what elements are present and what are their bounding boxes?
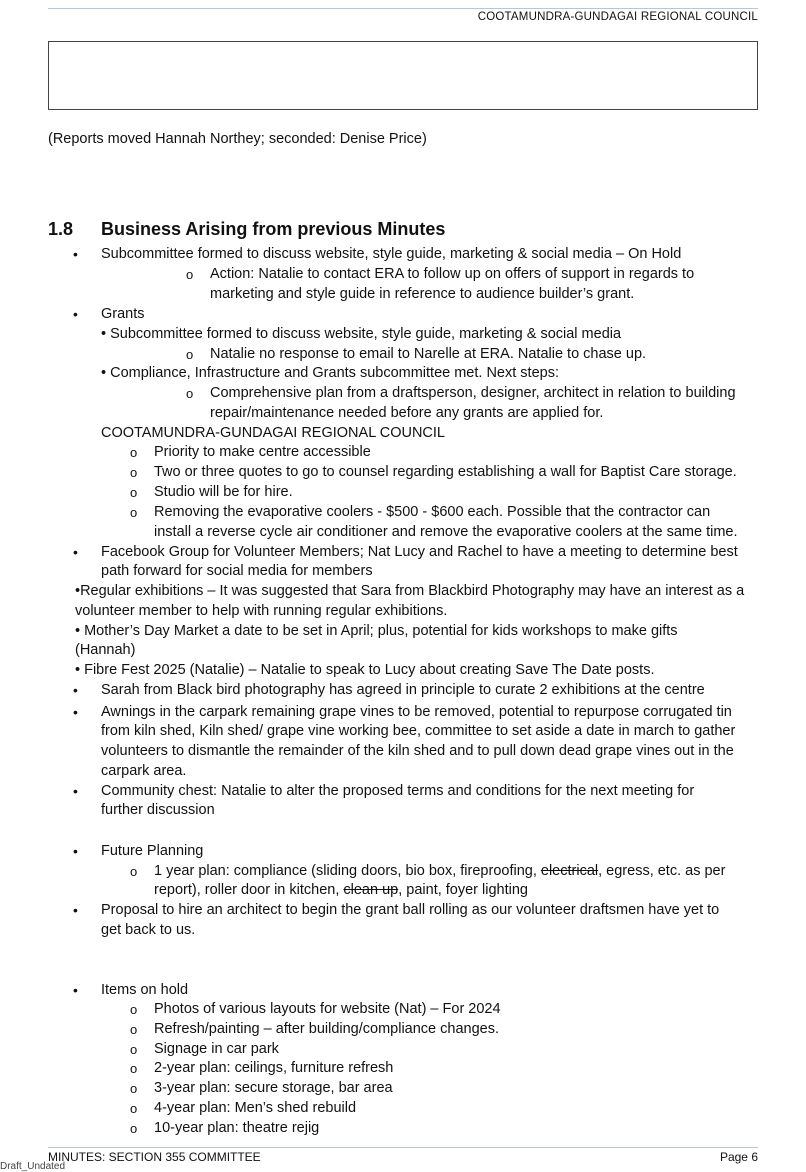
- list-item: Community chest: Natalie to alter the proposed terms and conditions for the next meeting for: [101, 783, 695, 799]
- sub-bullet-icon: o: [130, 485, 138, 500]
- list-item: Natalie no response to email to Narelle at ERA. Natalie to chase up.: [210, 346, 647, 362]
- list-item-continuation: install a reverse cycle air conditioner and remove the evaporative coolers at the same time.: [154, 524, 738, 540]
- sub-bullet-icon: o: [130, 1061, 138, 1076]
- list-item: Two or three quotes to go to counsel regarding establishing a wall for Baptist Care storage.: [154, 464, 737, 480]
- list-item: Studio will be for hire.: [154, 484, 293, 500]
- text-segment: , paint, foyer lighting: [398, 882, 528, 898]
- reports-note: (Reports moved Hannah Northey; seconded: Denise Price): [48, 131, 427, 147]
- list-item: Future Planning: [101, 843, 204, 859]
- text-segment: report), roller door in kitchen,: [154, 882, 344, 898]
- list-item-continuation: carpark area.: [101, 763, 187, 779]
- list-item: Action: Natalie to contact ERA to follow up on offers of support in regards to: [210, 266, 695, 282]
- bullet-icon: •: [73, 843, 78, 859]
- bullet-icon: •: [73, 544, 78, 560]
- list-item: Items on hold: [101, 982, 189, 998]
- section-title: Business Arising from previous Minutes: [101, 219, 446, 239]
- sub-bullet-icon: o: [130, 505, 138, 520]
- header-rule: [48, 8, 758, 9]
- struck-text: clean up: [343, 882, 399, 898]
- list-item: Proposal to hire an architect to begin the grant ball rolling as our volunteer draftsmen have yet to: [101, 902, 720, 918]
- list-item-continuation: (Hannah): [75, 642, 136, 658]
- sub-bullet-icon: o: [130, 445, 138, 460]
- sub-bullet-icon: o: [186, 347, 194, 362]
- sub-bullet-icon: o: [130, 1081, 138, 1096]
- sub-bullet-icon: o: [130, 1042, 138, 1057]
- section-number: 1.8: [48, 219, 74, 239]
- bullet-icon: •: [73, 783, 78, 799]
- sub-bullet-icon: o: [130, 864, 138, 879]
- empty-table-box: [48, 41, 758, 110]
- bullet-icon: •: [73, 704, 78, 720]
- bullet-icon: •: [73, 982, 78, 998]
- bullet-icon: •: [73, 902, 78, 918]
- bullet-icon: •: [73, 306, 78, 322]
- list-item-continuation: from kiln shed, Kiln shed/ grape vine working bee, committee to set aside a date in march to gather: [101, 723, 736, 739]
- list-item: Grants: [101, 306, 145, 322]
- list-item: •Regular exhibitions – It was suggested that Sara from Blackbird Photography may have an interest as a: [75, 583, 745, 599]
- list-item-continuation: further discussion: [101, 802, 215, 818]
- draft-mark: Draft_Undated: [0, 1161, 66, 1172]
- text-segment: 1 year plan: compliance (sliding doors, bio box, fireproofing,: [154, 863, 541, 879]
- header-org-name: COOTAMUNDRA-GUNDAGAI REGIONAL COUNCIL: [477, 11, 758, 23]
- list-item-continuation: get back to us.: [101, 922, 196, 938]
- sub-bullet-icon: o: [130, 1022, 138, 1037]
- sub-bullet-icon: o: [186, 267, 194, 282]
- list-item: 3-year plan: secure storage, bar area: [154, 1080, 393, 1096]
- list-item: Sarah from Black bird photography has agreed in principle to curate 2 exhibitions at the centre: [101, 682, 705, 698]
- list-item: 2-year plan: ceilings, furniture refresh: [154, 1060, 394, 1076]
- list-item: Facebook Group for Volunteer Members; Nat Lucy and Rachel to have a meeting to determine best: [101, 544, 738, 560]
- list-item: Refresh/painting – after building/compliance changes.: [154, 1021, 499, 1037]
- bullet-icon: •: [73, 246, 78, 262]
- list-item: Comprehensive plan from a draftsperson, designer, architect in relation to building: [210, 385, 736, 401]
- list-item-continuation: volunteer member to help with running regular exhibitions.: [75, 603, 448, 619]
- list-item-continuation: path forward for social media for members: [101, 563, 373, 579]
- list-item: Subcommittee formed to discuss website, style guide, marketing & social media – On Hold: [101, 246, 682, 262]
- list-item-continuation: [154, 881, 528, 901]
- page-number: Page 6: [719, 1150, 758, 1164]
- list-item: Awnings in the carpark remaining grape vines to be removed, potential to repurpose corrugated tin: [101, 704, 732, 720]
- list-item: 10-year plan: theatre rejig: [154, 1120, 320, 1136]
- text-segment: , egress, etc. as per: [598, 863, 726, 879]
- bullet-icon: •: [73, 682, 78, 698]
- struck-text: electrical: [540, 863, 599, 879]
- list-item: Removing the evaporative coolers - $500 - $600 each. Possible that the contractor can: [154, 504, 711, 520]
- list-item-continuation: marketing and style guide in reference to audience builder’s grant.: [210, 286, 635, 302]
- list-item-continuation: volunteers to dismantle the remainder of the kiln shed and to pull down dead grape vines out in the: [101, 743, 734, 759]
- list-item: Signage in car park: [154, 1041, 279, 1057]
- list-item: • Mother’s Day Market a date to be set in April; plus, potential for kids workshops to make gifts: [75, 623, 678, 639]
- org-name-line: COOTAMUNDRA-GUNDAGAI REGIONAL COUNCIL: [101, 425, 445, 441]
- footer-rule: [48, 1147, 758, 1148]
- sub-bullet-icon: o: [130, 1101, 138, 1116]
- sub-bullet-icon: o: [130, 465, 138, 480]
- sub-bullet-icon: o: [130, 1121, 138, 1136]
- list-item: 4-year plan: Men’s shed rebuild: [154, 1100, 357, 1116]
- list-item: [154, 862, 725, 882]
- list-item: • Subcommittee formed to discuss website, style guide, marketing & social media: [101, 326, 622, 342]
- list-item: Photos of various layouts for website (Nat) – For 2024: [154, 1001, 501, 1017]
- list-item: • Compliance, Infrastructure and Grants subcommittee met. Next steps:: [101, 365, 559, 381]
- footer-committee-title: MINUTES: SECTION 355 COMMITTEE: [48, 1150, 261, 1164]
- list-item: Priority to make centre accessible: [154, 444, 371, 460]
- sub-bullet-icon: o: [130, 1002, 138, 1017]
- list-item: • Fibre Fest 2025 (Natalie) – Natalie to speak to Lucy about creating Save The Date posts.: [75, 662, 655, 678]
- sub-bullet-icon: o: [186, 386, 194, 401]
- list-item-continuation: repair/maintenance needed before any grants are applied for.: [210, 405, 604, 421]
